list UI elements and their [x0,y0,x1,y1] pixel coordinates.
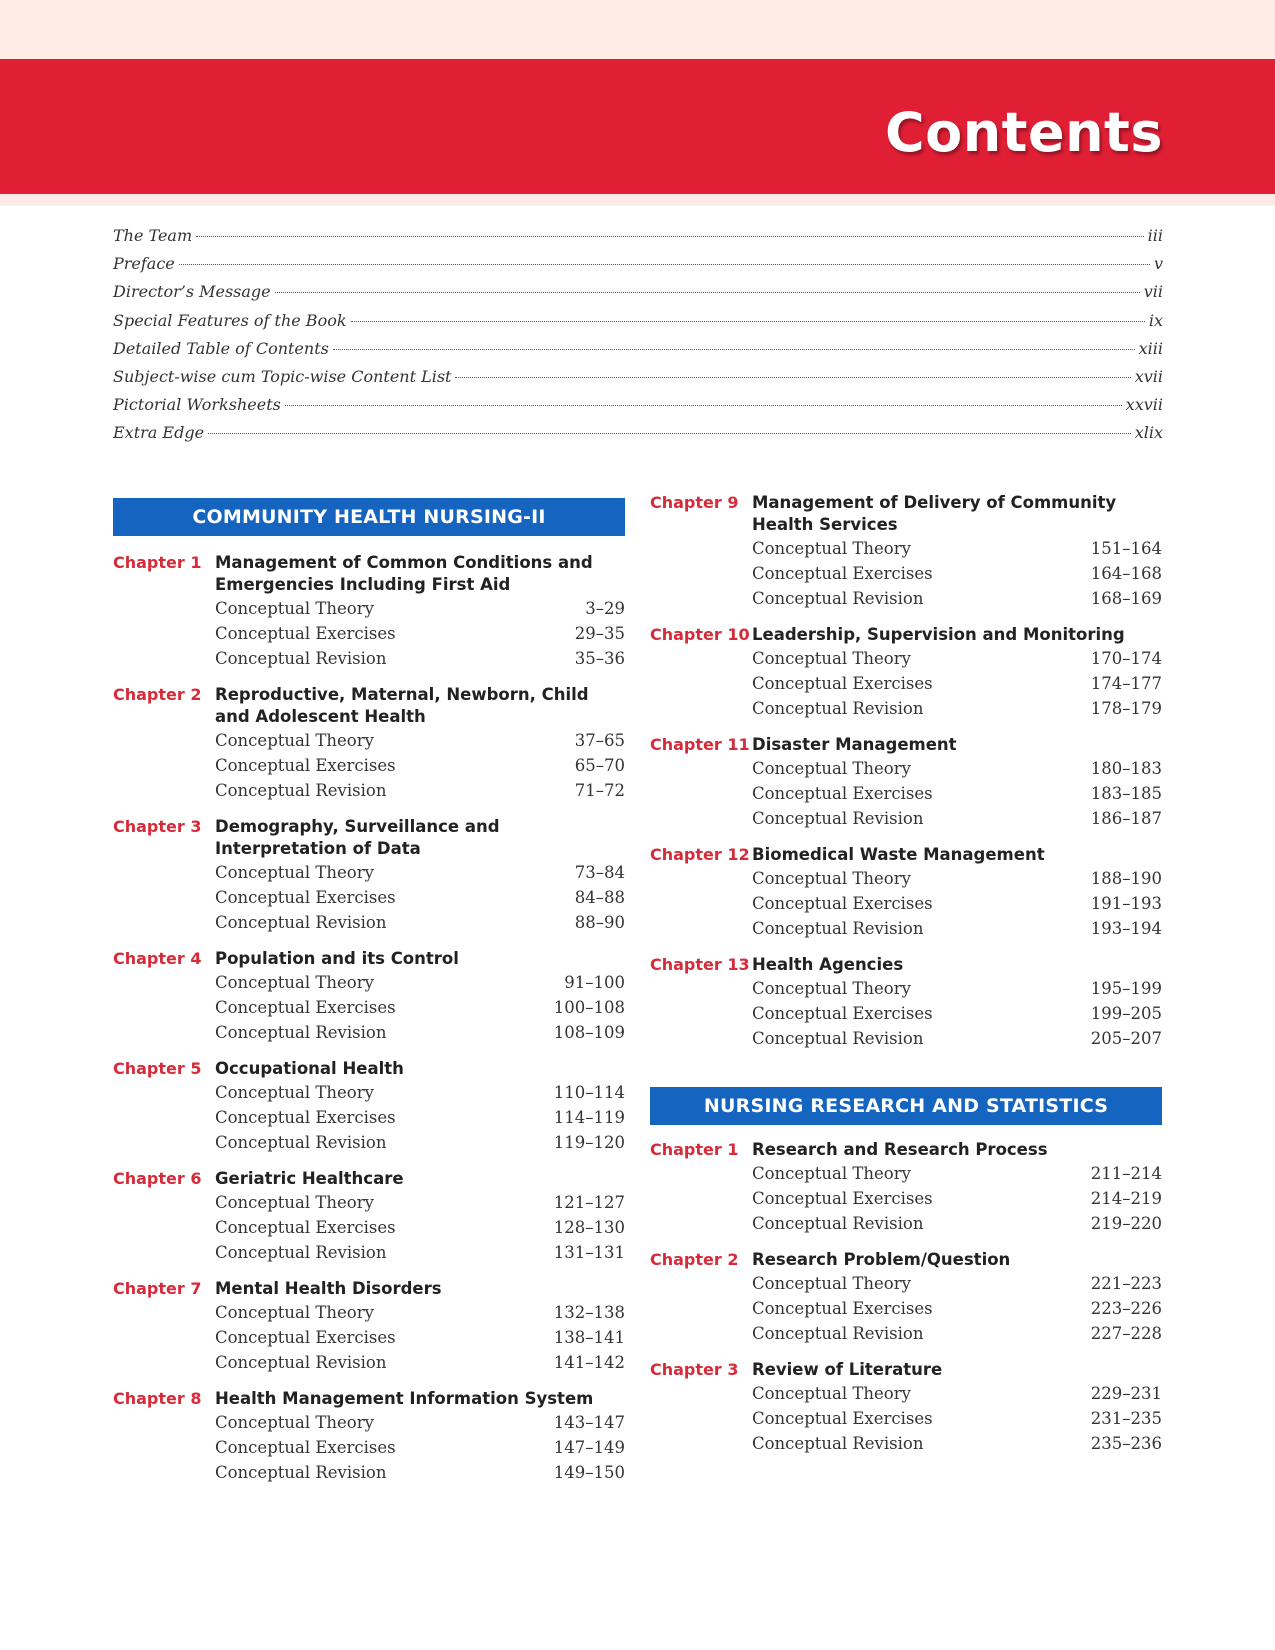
chapter-block [650,954,1162,1051]
entry-name: Conceptual Revision [215,913,387,932]
chapter-body [215,816,625,935]
entry-name: Conceptual Exercises [752,674,933,693]
entry-pages: 235–236 [1090,1434,1162,1453]
chapter-block [650,734,1162,831]
entry-name: Conceptual Theory [215,863,374,882]
top-tint-band [0,0,1275,59]
entry-name: Conceptual Revision [752,589,924,608]
entry-name: Conceptual Theory [752,1164,911,1183]
chapter-title[interactable]: Mental Health Disorders [215,1279,442,1298]
chapter-title[interactable]: Research and Research Process [752,1140,1048,1159]
chapter-title[interactable]: Health Management Information System [215,1389,594,1408]
chapter-entry-row[interactable] [215,910,625,935]
chapter-entry-row[interactable] [752,1321,1162,1346]
chapter-body [215,684,625,803]
entry-name: Conceptual Theory [215,731,374,750]
entry-pages: 199–205 [1090,1004,1162,1023]
entry-name: Conceptual Exercises [752,1299,933,1318]
entry-name: Conceptual Revision [752,919,924,938]
front-matter-label: Pictorial Worksheets [113,395,281,415]
dot-leader [179,264,1150,265]
chapter-block [650,1359,1162,1456]
chapter-block [650,1249,1162,1346]
entry-pages: 3–29 [585,599,625,618]
entry-name: Conceptual Revision [752,1324,924,1343]
entry-pages: 84–88 [574,888,625,907]
entry-name: Conceptual Revision [215,1353,387,1372]
front-matter-row[interactable] [113,423,1163,451]
contents-banner [0,59,1275,194]
entry-pages: 73–84 [574,863,625,882]
entry-pages: 219–220 [1090,1214,1162,1233]
chapter-entry-row[interactable] [215,646,625,671]
front-matter-page: xiii [1138,338,1163,358]
chapter-title[interactable]: Geriatric Healthcare [215,1169,404,1188]
chapter-number: Chapter 9 [650,493,739,512]
entry-pages: 131–131 [553,1243,625,1262]
entry-pages: 147–149 [553,1438,625,1457]
entry-name: Conceptual Exercises [752,1409,933,1428]
entry-name: Conceptual Exercises [752,564,933,583]
entry-pages: 37–65 [574,731,625,750]
chapter-block [113,816,625,935]
entry-name: Conceptual Exercises [215,756,396,775]
entry-pages: 128–130 [553,1218,625,1237]
entry-pages: 143–147 [553,1413,625,1432]
chapter-number: Chapter 8 [113,1389,202,1408]
entry-name: Conceptual Revision [752,1029,924,1048]
entry-name: Conceptual Theory [752,869,911,888]
entry-pages: 191–193 [1090,894,1162,913]
chapter-entry-row[interactable] [215,753,625,778]
chapter-entry-row[interactable] [752,646,1162,671]
chapter-entry-row[interactable] [215,1020,625,1045]
chapter-entry-row[interactable] [752,671,1162,696]
entry-pages: 29–35 [574,624,625,643]
chapter-title[interactable]: Population and its Control [215,949,459,968]
entry-pages: 183–185 [1090,784,1162,803]
chapter-block [113,1388,625,1485]
chapter-entry-row[interactable] [752,1001,1162,1026]
chapter-block [113,948,625,1045]
chapter-body [215,1388,625,1485]
chapter-number: Chapter 6 [113,1169,202,1188]
chapter-title[interactable]: Disaster Management [752,735,957,754]
entry-pages: 227–228 [1090,1324,1162,1343]
entry-pages: 151–164 [1090,539,1162,558]
entry-pages: 91–100 [564,973,625,992]
front-matter-label: The Team [113,226,193,245]
entry-name: Conceptual Theory [752,979,911,998]
chapter-title[interactable]: Reproductive, Maternal, Newborn, Child and Adolescent Health [215,685,589,726]
dot-leader [275,292,1140,293]
entry-pages: 186–187 [1090,809,1162,828]
chapter-entry-row[interactable] [752,1026,1162,1051]
chapter-body [752,1139,1162,1236]
chapter-body [215,1278,625,1375]
entry-pages: 178–179 [1090,699,1162,718]
entry-pages: 149–150 [553,1463,625,1482]
chapter-number: Chapter 3 [650,1360,739,1379]
front-matter-row[interactable] [113,339,1163,367]
chapter-number: Chapter 12 [650,845,750,864]
chapter-number: Chapter 4 [113,949,202,968]
chapter-number: Chapter 1 [113,553,202,572]
entry-pages: 35–36 [574,649,625,668]
chapter-entry-row[interactable] [215,995,625,1020]
chapter-entry-row[interactable] [215,885,625,910]
front-matter-row[interactable] [113,226,1163,254]
chapter-number: Chapter 1 [650,1140,739,1159]
entry-name: Conceptual Theory [752,759,911,778]
chapter-entry-row[interactable] [752,866,1162,891]
entry-name: Conceptual Exercises [752,1189,933,1208]
chapter-entry-row[interactable] [215,728,625,753]
entry-name: Conceptual Exercises [752,1004,933,1023]
chapter-body [752,1249,1162,1346]
chapter-body [215,552,625,671]
entry-name: Conceptual Theory [752,1274,911,1293]
entry-name: Conceptual Revision [215,1243,387,1262]
chapter-entry-row[interactable] [215,1410,625,1435]
chapter-entry-row[interactable] [215,1080,625,1105]
chapter-block [650,492,1162,611]
front-matter-label: Preface [113,254,175,274]
chapter-entry-row[interactable] [752,586,1162,611]
page-title: Contents [884,101,1163,164]
chapter-entry-row[interactable] [215,621,625,646]
chapter-body [215,948,625,1045]
chapter-body [752,844,1162,941]
chapter-block [113,1058,625,1155]
dot-leader [455,377,1130,378]
entry-pages: 65–70 [574,756,625,775]
entry-name: Conceptual Theory [752,649,911,668]
chapter-entry-row[interactable] [752,696,1162,721]
banner-underline-band [0,194,1275,206]
entry-name: Conceptual Exercises [215,1218,396,1237]
chapter-entry-row[interactable] [752,806,1162,831]
chapter-entry-row[interactable] [752,1186,1162,1211]
chapter-body [752,734,1162,831]
entry-name: Conceptual Theory [215,1083,374,1102]
front-matter-page: xvii [1134,366,1163,386]
front-matter-row[interactable] [113,395,1163,423]
entry-pages: 164–168 [1090,564,1162,583]
entry-name: Conceptual Exercises [752,784,933,803]
chapter-title[interactable]: Review of Literature [752,1360,943,1379]
entry-pages: 110–114 [553,1083,625,1102]
entry-name: Conceptual Revision [215,1023,387,1042]
front-matter-label: Director’s Message [113,282,271,302]
entry-pages: 174–177 [1090,674,1162,693]
chapter-entry-row[interactable] [752,1431,1162,1456]
section-header-community-health: COMMUNITY HEALTH NURSING-II [113,498,625,536]
front-matter-label: Special Features of the Book [113,310,347,330]
chapter-number: Chapter 2 [113,685,202,704]
entry-pages: 170–174 [1090,649,1162,668]
entry-name: Conceptual Theory [752,1384,911,1403]
entry-pages: 211–214 [1090,1164,1162,1183]
entry-name: Conceptual Revision [215,649,387,668]
entry-pages: 88–90 [574,913,625,932]
entry-pages: 141–142 [553,1353,625,1372]
entry-pages: 223–226 [1090,1299,1162,1318]
entry-name: Conceptual Revision [752,1434,924,1453]
chapter-block [650,624,1162,721]
chapter-title[interactable]: Management of Delivery of Community Health Services [752,493,1117,534]
entry-name: Conceptual Exercises [215,1328,396,1347]
chapter-entry-row[interactable] [215,970,625,995]
front-matter-row[interactable] [113,282,1163,310]
front-matter-list [113,226,1163,452]
section-header-nursing-research: NURSING RESEARCH AND STATISTICS [650,1087,1162,1125]
front-matter-page: vii [1143,282,1163,302]
entry-pages: 231–235 [1090,1409,1162,1428]
chapter-body [752,954,1162,1051]
chapter-entry-row[interactable] [752,1211,1162,1236]
chapter-entry-row[interactable] [752,561,1162,586]
entry-name: Conceptual Revision [215,1133,387,1152]
chapter-body [752,624,1162,721]
entry-name: Conceptual Exercises [215,888,396,907]
chapter-entry-row[interactable] [215,1435,625,1460]
left-column [113,498,625,1485]
chapter-number: Chapter 13 [650,955,750,974]
chapter-entry-row[interactable] [752,891,1162,916]
front-matter-row[interactable] [113,254,1163,282]
chapter-entry-row[interactable] [215,1190,625,1215]
chapter-title[interactable]: Occupational Health [215,1059,404,1078]
front-matter-label: Detailed Table of Contents [113,338,329,358]
chapter-block [113,1278,625,1375]
entry-name: Conceptual Exercises [752,894,933,913]
entry-pages: 138–141 [553,1328,625,1347]
chapter-entry-row[interactable] [215,860,625,885]
right-column [650,492,1162,1456]
chapter-number: Chapter 7 [113,1279,202,1298]
entry-pages: 188–190 [1090,869,1162,888]
entry-pages: 214–219 [1090,1189,1162,1208]
entry-pages: 229–231 [1090,1384,1162,1403]
chapter-body [215,1058,625,1155]
chapter-entry-row[interactable] [752,1296,1162,1321]
chapter-entry-row[interactable] [752,1271,1162,1296]
dot-leader [285,405,1122,406]
chapter-entry-row[interactable] [215,778,625,803]
chapter-entry-row[interactable] [752,976,1162,1001]
front-matter-label: Subject-wise cum Topic-wise Content List [113,366,452,386]
dot-leader [333,349,1135,350]
entry-pages: 132–138 [553,1303,625,1322]
chapter-entry-row[interactable] [752,781,1162,806]
chapter-body [752,1359,1162,1456]
entry-name: Conceptual Revision [752,699,924,718]
entry-name: Conceptual Exercises [215,998,396,1017]
chapter-title[interactable]: Research Problem/Question [752,1250,1011,1269]
chapter-entry-row[interactable] [215,1460,625,1485]
dot-leader [208,433,1131,434]
dot-leader [196,236,1144,237]
front-matter-row[interactable] [113,311,1163,339]
chapter-entry-row[interactable] [215,1350,625,1375]
chapter-number: Chapter 10 [650,625,750,644]
chapter-title[interactable]: Leadership, Supervision and Monitoring [752,625,1125,644]
front-matter-page: xxvii [1125,395,1163,415]
chapter-entry-row[interactable] [752,1406,1162,1431]
chapter-number: Chapter 5 [113,1059,202,1078]
entry-pages: 205–207 [1090,1029,1162,1048]
entry-name: Conceptual Revision [752,1214,924,1233]
entry-name: Conceptual Exercises [215,1108,396,1127]
chapter-number: Chapter 11 [650,735,750,754]
entry-pages: 108–109 [553,1023,625,1042]
chapter-entry-row[interactable] [215,1325,625,1350]
entry-pages: 168–169 [1090,589,1162,608]
chapter-block [113,1168,625,1265]
entry-pages: 221–223 [1090,1274,1162,1293]
chapter-number: Chapter 2 [650,1250,739,1269]
chapter-title[interactable]: Health Agencies [752,955,904,974]
chapter-block [113,552,625,671]
dot-leader [351,321,1145,322]
entry-name: Conceptual Theory [215,1413,374,1432]
entry-name: Conceptual Exercises [215,624,396,643]
entry-pages: 193–194 [1090,919,1162,938]
chapter-entry-row[interactable] [752,916,1162,941]
entry-pages: 195–199 [1090,979,1162,998]
chapter-body [752,492,1162,611]
chapter-number: Chapter 3 [113,817,202,836]
front-matter-row[interactable] [113,367,1163,395]
entry-pages: 121–127 [553,1193,625,1212]
chapter-body [215,1168,625,1265]
entry-pages: 119–120 [553,1133,625,1152]
front-matter-label: Extra Edge [113,423,205,443]
chapter-entry-row[interactable] [215,1215,625,1240]
chapter-entry-row[interactable] [215,1300,625,1325]
entry-pages: 114–119 [553,1108,625,1127]
front-matter-page: v [1153,254,1163,274]
entry-name: Conceptual Revision [752,809,924,828]
chapter-entry-row[interactable] [215,1105,625,1130]
entry-pages: 180–183 [1090,759,1162,778]
chapter-entry-row[interactable] [215,1130,625,1155]
chapter-entry-row[interactable] [752,1381,1162,1406]
entry-pages: 71–72 [574,781,625,800]
entry-name: Conceptual Revision [215,781,387,800]
chapter-entry-row[interactable] [752,1161,1162,1186]
chapter-entry-row[interactable] [215,1240,625,1265]
front-matter-page: xlix [1134,423,1163,443]
front-matter-page: iii [1147,226,1163,245]
front-matter-page: ix [1148,310,1163,330]
entry-name: Conceptual Theory [215,1193,374,1212]
entry-name: Conceptual Exercises [215,1438,396,1457]
entry-name: Conceptual Revision [215,1463,387,1482]
chapter-title[interactable]: Demography, Surveillance and Interpretation of Data [215,817,500,858]
entry-name: Conceptual Theory [215,973,374,992]
chapter-block [650,1139,1162,1236]
entry-name: Conceptual Theory [215,599,374,618]
entry-pages: 100–108 [553,998,625,1017]
chapter-block [113,684,625,803]
entry-name: Conceptual Theory [215,1303,374,1322]
chapter-title[interactable]: Biomedical Waste Management [752,845,1045,864]
chapter-block [650,844,1162,941]
chapter-title[interactable]: Management of Common Conditions and Emergencies Including First Aid [215,553,593,594]
chapter-entry-row[interactable] [215,596,625,621]
entry-name: Conceptual Theory [752,539,911,558]
chapter-entry-row[interactable] [752,756,1162,781]
chapter-entry-row[interactable] [752,536,1162,561]
